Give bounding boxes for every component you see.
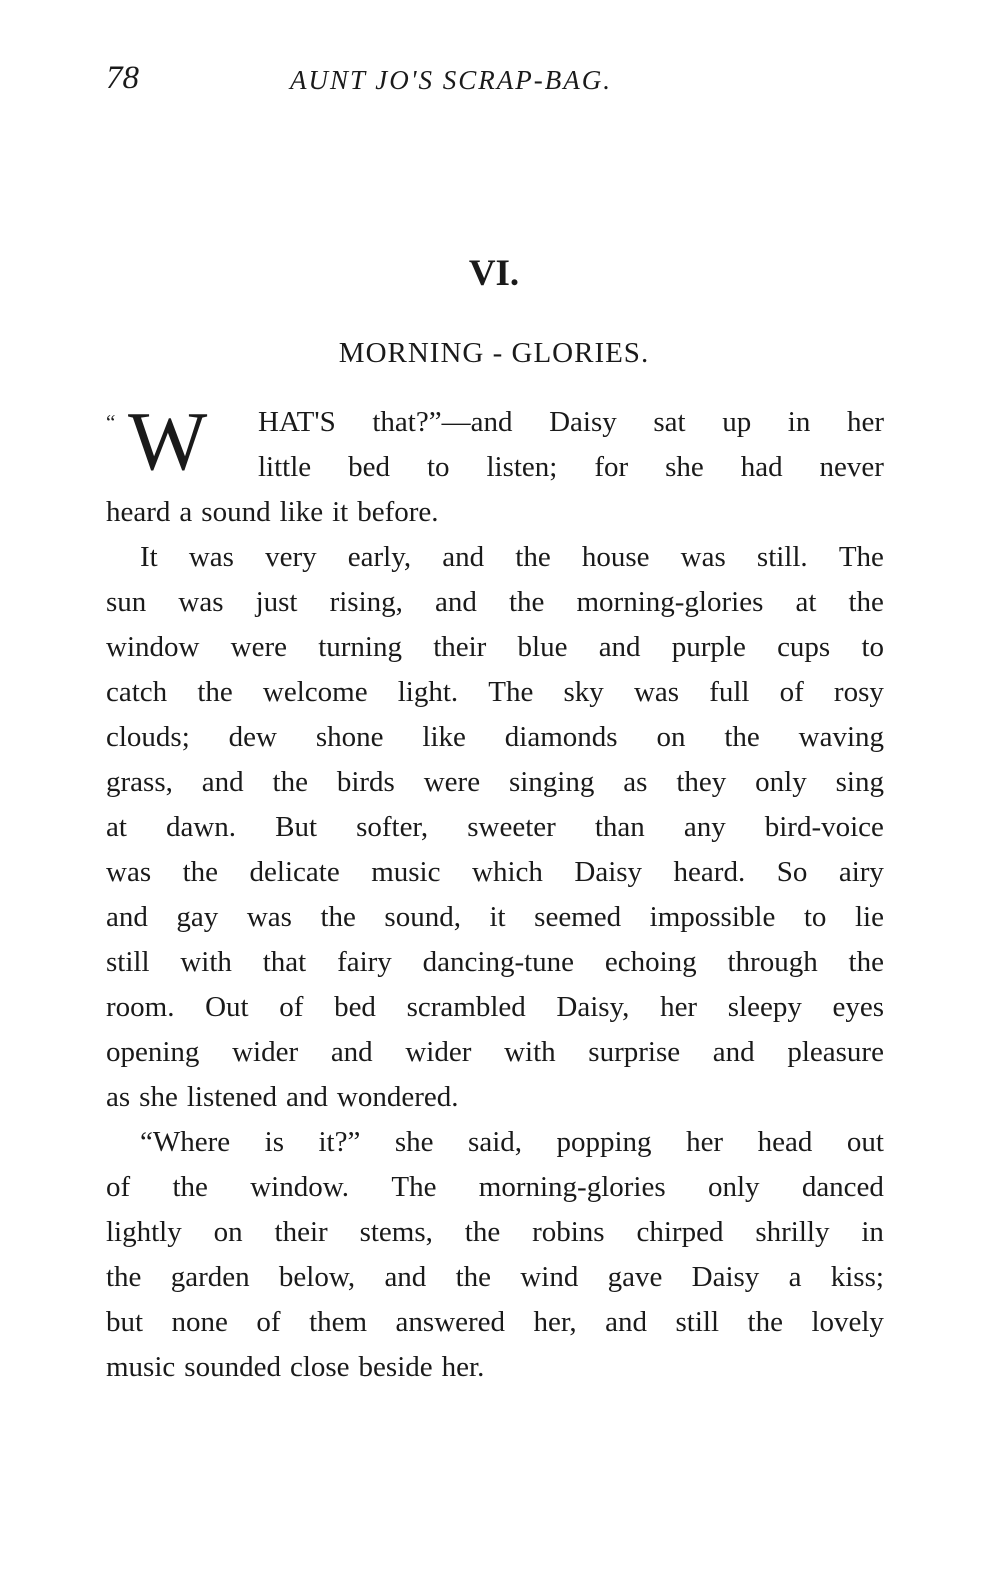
word: turning	[318, 631, 402, 663]
word: sat	[653, 406, 686, 438]
word: heard.	[673, 856, 746, 888]
word: of	[279, 991, 304, 1023]
word: sound	[201, 496, 271, 528]
word: and	[106, 901, 148, 933]
running-title: AUNT JO'S SCRAP-BAG.	[290, 65, 612, 95]
paragraph-1	[106, 535, 884, 1120]
word: like	[279, 496, 324, 528]
word: were	[230, 631, 287, 663]
word: below,	[278, 1261, 356, 1293]
word: rosy	[833, 676, 884, 708]
word: wind	[520, 1261, 579, 1293]
word: seemed	[534, 901, 622, 933]
word: light.	[397, 676, 459, 708]
word: that	[262, 946, 307, 978]
text-line	[106, 985, 884, 1030]
word: HAT'S	[258, 406, 336, 438]
word: music	[106, 1351, 176, 1383]
word: But	[275, 811, 318, 843]
text-line	[106, 895, 884, 940]
word: in	[787, 406, 811, 438]
word: opening	[106, 1036, 200, 1068]
word: kiss;	[830, 1261, 884, 1293]
word: birds	[336, 766, 395, 798]
text-line	[106, 715, 884, 760]
chapter-number: VI.	[468, 253, 520, 294]
word: it?”	[318, 1126, 361, 1158]
word: the	[464, 1216, 501, 1248]
word: in	[861, 1216, 884, 1248]
word: sweeter	[467, 811, 556, 843]
word: the	[172, 1171, 208, 1203]
word: never	[819, 451, 884, 483]
word: Daisy	[691, 1261, 760, 1293]
word: was	[680, 541, 726, 573]
word: to	[803, 901, 827, 933]
word: sky	[563, 676, 604, 708]
word: that?”—and	[372, 406, 513, 438]
word: of	[779, 676, 804, 708]
word: listen;	[486, 451, 558, 483]
word: the	[848, 946, 884, 978]
word: wider	[405, 1036, 472, 1068]
word: her	[660, 991, 698, 1023]
word: waving	[798, 721, 884, 753]
word: The	[488, 676, 534, 708]
paragraph-2	[106, 1120, 884, 1390]
word: their	[274, 1216, 328, 1248]
drop-cap: W	[128, 395, 208, 488]
word: sun	[106, 586, 147, 618]
word: shrilly	[755, 1216, 830, 1248]
word: gay	[176, 901, 219, 933]
word: and	[201, 766, 244, 798]
word: for	[594, 451, 629, 483]
word: was	[633, 676, 680, 708]
word: lie	[854, 901, 884, 933]
word: purple	[671, 631, 746, 663]
word: and	[384, 1261, 427, 1293]
word: her	[686, 1126, 724, 1158]
word: wondered.	[336, 1081, 459, 1113]
word: of	[256, 1306, 281, 1338]
word: the	[508, 586, 545, 618]
word: lightly	[106, 1216, 182, 1248]
word: sounded	[184, 1351, 281, 1383]
word: were	[423, 766, 481, 798]
word: the	[106, 1261, 142, 1293]
word: delicate	[249, 856, 340, 888]
word: bird-voice	[764, 811, 884, 843]
text-line	[106, 1300, 884, 1345]
text-line	[106, 670, 884, 715]
word: lovely	[811, 1306, 884, 1338]
word: through	[727, 946, 818, 978]
body-text	[106, 395, 884, 1390]
word: sound,	[384, 901, 461, 933]
word: softer,	[356, 811, 429, 843]
word: rising,	[329, 586, 403, 618]
word: cups	[777, 631, 831, 663]
word: she	[139, 1081, 178, 1113]
word: bed	[348, 451, 390, 483]
word: to	[426, 451, 450, 483]
word: was	[246, 901, 292, 933]
running-head	[106, 58, 886, 98]
word: singing	[508, 766, 595, 798]
word: Out	[205, 991, 249, 1023]
word: surprise	[588, 1036, 681, 1068]
word: The	[391, 1171, 437, 1203]
word: dancing-tune	[422, 946, 575, 978]
text-line	[106, 850, 884, 895]
word: diamonds	[504, 721, 618, 753]
word: airy	[838, 856, 884, 888]
word: at	[795, 586, 817, 618]
word: like	[422, 721, 466, 753]
word: their	[433, 631, 487, 663]
opening-quote-mark: “	[106, 410, 116, 434]
word: garden	[170, 1261, 250, 1293]
word: chirped	[636, 1216, 724, 1248]
word: and	[605, 1306, 648, 1338]
word: wider	[232, 1036, 299, 1068]
word: with	[504, 1036, 556, 1068]
word: is	[264, 1126, 284, 1158]
word: than	[594, 811, 645, 843]
word: the	[197, 676, 233, 708]
word: heard	[106, 496, 171, 528]
word: on	[213, 1216, 243, 1248]
text-line	[106, 940, 884, 985]
word: welcome	[262, 676, 368, 708]
word: the	[515, 541, 551, 573]
word: she	[665, 451, 704, 483]
word: music	[371, 856, 441, 888]
word: answered	[395, 1306, 506, 1338]
word: very	[265, 541, 317, 573]
word: the	[272, 766, 308, 798]
word: at	[106, 811, 127, 843]
word: the	[848, 586, 884, 618]
page-number: 78	[106, 60, 139, 96]
text-line	[106, 1210, 884, 1255]
word: as	[623, 766, 648, 798]
word: blue	[517, 631, 568, 663]
text-line	[106, 1120, 884, 1165]
word: any	[683, 811, 726, 843]
word: and	[442, 541, 485, 573]
word: a	[788, 1261, 802, 1293]
text-line	[106, 400, 884, 445]
text-line	[106, 1345, 884, 1390]
text-line	[106, 580, 884, 625]
word: they	[676, 766, 727, 798]
word: head	[757, 1126, 813, 1158]
word: dew	[228, 721, 277, 753]
word: fairy	[337, 946, 392, 978]
word: sing	[835, 766, 884, 798]
word: still.	[756, 541, 808, 573]
word: Daisy	[574, 856, 643, 888]
word: but	[106, 1306, 144, 1338]
word: morning-glories	[576, 586, 764, 618]
word: and	[330, 1036, 373, 1068]
word: it	[489, 901, 506, 933]
word: shone	[315, 721, 384, 753]
word: the	[724, 721, 760, 753]
word: beside	[358, 1351, 433, 1383]
word: out	[846, 1126, 884, 1158]
word: dawn.	[165, 811, 237, 843]
word: with	[180, 946, 232, 978]
word: full	[709, 676, 750, 708]
word: was	[188, 541, 234, 573]
word: the	[747, 1306, 783, 1338]
word: little	[258, 451, 312, 483]
word: morning-glories	[478, 1171, 666, 1203]
word: listened	[186, 1081, 278, 1113]
word: as	[106, 1081, 131, 1113]
word: was	[106, 856, 152, 888]
word: grass,	[106, 766, 173, 798]
word: her.	[441, 1351, 485, 1383]
word: and	[712, 1036, 755, 1068]
word: gave	[607, 1261, 663, 1293]
text-line	[106, 1165, 884, 1210]
word: was	[178, 586, 224, 618]
word: echoing	[604, 946, 697, 978]
text-line	[106, 445, 884, 490]
word: before.	[357, 496, 439, 528]
word: her,	[533, 1306, 577, 1338]
word: a	[179, 496, 193, 528]
word: clouds;	[106, 721, 190, 753]
text-line	[106, 1075, 884, 1120]
word: said,	[468, 1126, 522, 1158]
text-line	[106, 1030, 884, 1075]
word: bed	[334, 991, 376, 1023]
word: still	[675, 1306, 720, 1338]
word: had	[740, 451, 783, 483]
word: her	[846, 406, 884, 438]
word: only	[707, 1171, 760, 1203]
word: scrambled	[406, 991, 526, 1023]
word: danced	[801, 1171, 884, 1203]
word: none	[171, 1306, 228, 1338]
word: the	[455, 1261, 492, 1293]
word: she	[394, 1126, 434, 1158]
word: stems,	[359, 1216, 433, 1248]
word: and	[598, 631, 641, 663]
word: them	[309, 1306, 368, 1338]
word: to	[861, 631, 884, 663]
word: It	[140, 541, 158, 573]
word: sleepy	[727, 991, 802, 1023]
word: on	[656, 721, 686, 753]
word: The	[838, 541, 884, 573]
word: window.	[250, 1171, 350, 1203]
word: impossible	[649, 901, 776, 933]
word: Daisy	[549, 406, 617, 438]
text-line	[106, 1255, 884, 1300]
text-line	[106, 805, 884, 850]
word: pleasure	[787, 1036, 884, 1068]
word: only	[755, 766, 807, 798]
chapter-title: MORNING - GLORIES.	[338, 337, 650, 369]
word: the	[320, 901, 356, 933]
word: which	[472, 856, 543, 888]
word: Daisy,	[556, 991, 630, 1023]
word: So	[776, 856, 808, 888]
word: and	[435, 586, 477, 618]
word: up	[722, 406, 752, 438]
word: early,	[347, 541, 412, 573]
word: catch	[106, 676, 168, 708]
word: eyes	[832, 991, 884, 1023]
opening-paragraph	[106, 395, 884, 535]
word: the	[182, 856, 219, 888]
word: popping	[556, 1126, 652, 1158]
word: of	[106, 1171, 131, 1203]
word: still	[106, 946, 150, 978]
word: “Where	[140, 1126, 231, 1158]
text-line	[106, 490, 884, 535]
word: house	[581, 541, 650, 573]
text-line	[106, 760, 884, 805]
text-line	[106, 625, 884, 670]
word: it	[332, 496, 349, 528]
word: and	[286, 1081, 328, 1113]
word: close	[289, 1351, 350, 1383]
word: room.	[106, 991, 175, 1023]
text-line	[106, 535, 884, 580]
word: just	[255, 586, 298, 618]
word: window	[106, 631, 200, 663]
word: robins	[532, 1216, 605, 1248]
